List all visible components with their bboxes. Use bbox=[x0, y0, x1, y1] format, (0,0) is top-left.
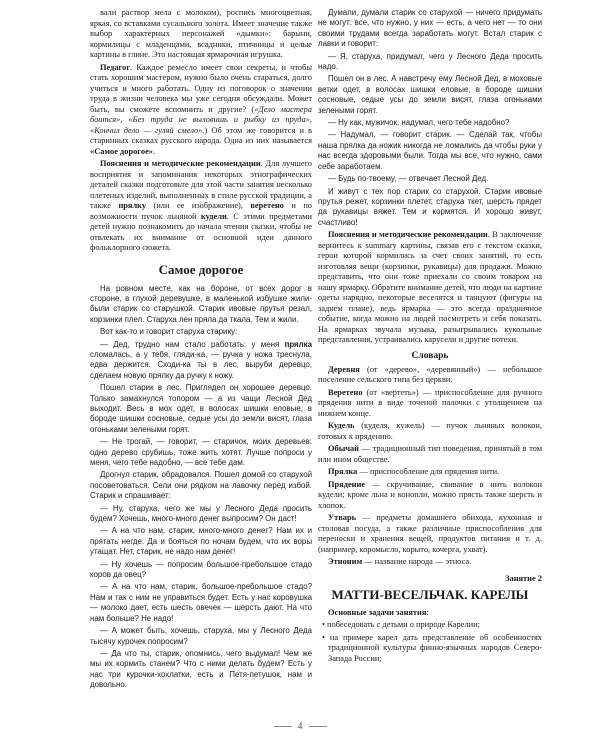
dictionary-definition: — скручивание, свивание в нить волокон кудели; кроме льна и конопли, можно прясть также шерсть и хлопок. bbox=[318, 479, 542, 510]
footer-rule-left bbox=[274, 726, 292, 727]
page-footer bbox=[0, 721, 600, 732]
method-text-d: . С этими предметами детей нужно познакомить до начала чтения сказки, чтобы не отвлекать их внимание от основной идеи данного фольклорного сюжета. bbox=[90, 211, 312, 252]
lesson-title: МАТТИ-ВЕСЕЛЬЧАК. КАРЕЛЫ bbox=[331, 586, 529, 602]
story-paragraph: Думали, думали старик со старухой — ничего придумать не могут: все, что нужно, у них — есть, а чего нет — то они своими трудами всегда заработать могут. Встал старик с лавки и говорит: bbox=[318, 8, 542, 49]
teacher-label: Педагог bbox=[100, 62, 131, 72]
dictionary-entry bbox=[318, 421, 542, 442]
right-column bbox=[318, 8, 542, 666]
story-paragraph: — Ну хочешь — попросим большое-пребольшое стадо коров да овец? bbox=[90, 559, 312, 580]
story-paragraph bbox=[90, 340, 312, 382]
tasks-label: Основные задачи занятия bbox=[328, 607, 427, 617]
paragraph-method-notes-2 bbox=[318, 230, 542, 346]
dictionary-entry bbox=[318, 480, 542, 512]
story-title: Самое дорогое bbox=[158, 261, 244, 277]
paragraph-teacher bbox=[90, 63, 312, 158]
dictionary-term: Прядение bbox=[328, 479, 366, 489]
task-item: • побеседовать с детьми о природе Карелии; bbox=[322, 620, 480, 630]
tasks-colon: : bbox=[426, 607, 429, 617]
method-text-b: (или ее изображение), bbox=[146, 201, 251, 210]
task-item: • на примере карел дать представление об особенностях традиционной культуры финно-язычных народов Северо-Запада России; bbox=[322, 632, 542, 663]
dictionary-definition: (от «дерево», «деревянный») — небольшое поселение сельского типа без церкви. bbox=[318, 364, 542, 385]
method-notes-label: Пояснения и методические рекомендации bbox=[328, 230, 488, 240]
dictionary-entry bbox=[318, 513, 542, 555]
left-column bbox=[90, 8, 312, 693]
dictionary-term: Утварь bbox=[328, 513, 357, 523]
tale-title-ref: «Самое дорогое» bbox=[90, 146, 153, 156]
method-text-a: . Для лучшего восприятия и запоминания некоторых этнографических деталей сказки подготовьте для этой части занятия несколько плетеных изделий, выполненных в стиле русской традиции, а также bbox=[90, 159, 312, 210]
teacher-text-c: . bbox=[152, 146, 156, 156]
story-paragraph: — А на что нам, старик, большое-пребольшое стадо? Нам и так с ним не управиться будет. Есть у нас коровушка — молоко дает, есть шесть овечек — шерсть дают. На что нам больше? Не надо! bbox=[90, 582, 312, 623]
dictionary-term: Этноним bbox=[328, 557, 363, 567]
story-paragraph: — Не трогай, — говорит, — старичок, моих деревьев: одно дерево срубишь, тоже жить хотят. Лучше попроси у меня, чего тебе надобно, — все тебе дам. bbox=[90, 437, 312, 467]
term-kudel: кудели bbox=[200, 211, 227, 221]
proverbs: «Дело мастера боится», «Без труда не выловишь и рыбку из пруда», «Кончил дело — гуляй смело». bbox=[90, 104, 312, 135]
dictionary-title: Словарь bbox=[411, 350, 449, 361]
story-paragraph: И живут с тех пор старик со старухой. Старик ивовые прутья режет, корзинки плетет, старуха ткет, шерсть прядет да рукавицы вяжет. Тем и кормятся. И хорошо живут, счастливо! bbox=[318, 186, 542, 227]
footer-rule-right bbox=[309, 726, 327, 727]
dictionary-entry bbox=[318, 557, 542, 568]
dictionary-definition: — приспособление для прядения нити. bbox=[357, 467, 500, 477]
method-notes-label: Пояснения и методические рекомендации bbox=[100, 159, 261, 168]
dictionary-term: Кудель bbox=[328, 421, 355, 431]
dictionary-definition: (куделя, кужель) — пучок льняных волокон, готовых к прядению. bbox=[318, 421, 542, 441]
story-text: — Дед, трудно нам стало работать: у меня bbox=[100, 339, 285, 349]
dictionary-definition: — традиционный тип поведения, принятый в том или ином обществе. bbox=[318, 444, 542, 464]
dictionary-term: Обычай bbox=[328, 444, 359, 454]
dictionary-definition: — предметы домашнего обихода, кухонная и столовая посуда, а также различные приспособления для переноски и хранения вещей, продуктов питания и т. д. (например, коромысло, корыто, кочерга, ухват). bbox=[318, 513, 542, 554]
dictionary-term: Веретено bbox=[328, 387, 363, 397]
term-vereteno: веретено bbox=[250, 201, 284, 210]
lesson-label: Занятие 2 bbox=[505, 573, 542, 583]
dictionary-term: Деревня bbox=[328, 364, 360, 374]
story-paragraph: На ровном месте, как на бороне, от всех дорог в стороне, в глухой деревушке, в маленькой избушке жили-были старик со старушкой. Старик ивовые прутья резал, корзинки плел. Старуха лен пряла да ткала. Тем и жили. bbox=[90, 283, 312, 324]
dictionary-term: Прялка bbox=[328, 467, 358, 477]
story-paragraph: — Будь по-твоему, — отвечает Лесной Дед. bbox=[328, 174, 489, 184]
teacher-text-a: . Каждое ремесло имеет свои секреты, и чтобы стать хорошим мастером, нужно было очень стараться, долго учиться и много работать. Одну из поговорок о значении труда в жизни человека мы уже сегодня обсуждали. Может быть, вы сможете вспомнить и другие? ( bbox=[90, 62, 312, 114]
teacher-text-b: ) Об этом же говорится и в старинных сказках русского народа. Одна из них называется bbox=[90, 125, 312, 145]
paragraph-method-notes bbox=[90, 159, 312, 254]
dictionary-entry bbox=[318, 467, 542, 478]
paragraph-dymka: вали раствор мела с молоком), роспись многоцветная, яркая, со вставками сусального золота. Имеет значение также выбор характерных персонажей «дымки»: барыни, кормилицы с младенцами, всадники, птичницы и целые картины в глине. Это настоящая ярмарочная игрушка. bbox=[90, 8, 312, 59]
story-paragraph: Дрогнул старик, обрадовался. Пошел домой со старухой посоветоваться. Сели они рядком на лавочку перед избой. Старик и спрашивает: bbox=[90, 470, 312, 501]
story-paragraph: — Я, старуха, придумал, чего у Лесного Деда просить надо. bbox=[318, 51, 542, 72]
story-text: сломалась, а у тебя, гляди-ка, — ручка у ножа треснула, едва держится. Сходи-ка ты в лес, выруби деревцо, сделаем новую прялку да ручку к ножу. bbox=[90, 349, 312, 380]
term-pryalka: прялку bbox=[118, 201, 147, 210]
story-paragraph: Пошел он в лес. А навстречу ему Лесной Дед, в моховые ветки одет, в волосах шишки еловые, в бороде шишки сосновые, седые усы до земли висят, глаза огоньками зелеными горят. bbox=[318, 74, 542, 115]
story-term-pryalka: прялка bbox=[284, 339, 312, 349]
story-paragraph: — А на что нам, старик, много-много денег? Нам их и прятать негде. Да и бояться по ночам будем, что их воры утащат. Нет, старик, не надо нам денег! bbox=[90, 526, 312, 557]
story-paragraph: — Ну как, мужичок, надумал, чего тебе надобно? bbox=[328, 118, 510, 128]
story-paragraph: — Надумал, — говорит старик. — Сделай так, чтобы наша прялка да ножик никогда не ломались да чтобы руки у нас всегда здоровыми были. Тогда мы все, что нужно, сами себе заработаем. bbox=[318, 130, 542, 171]
story-paragraph: — А может быть, хочешь, старуха, мы у Лесного Деда тысячу курочек попросим? bbox=[90, 626, 312, 646]
method-text-c: и по возможности пучок льняной bbox=[90, 201, 312, 221]
dictionary-entry bbox=[318, 444, 542, 465]
dictionary-entry bbox=[318, 365, 542, 386]
tasks-heading bbox=[318, 608, 542, 619]
page-number: 4 bbox=[297, 721, 303, 732]
method-text: . В заключение вернитесь к summary картины, связав его с текстом сказки, герои которой кормились за счет своих занятий, то есть изготовляя вещи (корзинки, рукавицы) для продажи. Можно представить, что они тоже приехали со своим товаром на нашу ярмарку. Обратите внимание детей, что люди на картине одеты нарядно, некоторые веселятся и танцуют (фигуры на заднем плане), ведь ярмарка — это всегда праздничное событие, когда можно на людей посмотреть и себя показать. На ярмарках звучала музыка, разыгрывались кукольные представления, устраивались карусели и другие потехи. bbox=[318, 230, 542, 345]
story-paragraph: Вот как-то и говорит старуха старику: bbox=[100, 327, 238, 337]
dictionary-entry bbox=[318, 388, 542, 420]
story-paragraph: — Ну, старуха, чего же мы у Лесного Деда просить будем? Хочешь, много-много денег выпросим? Он даст! bbox=[90, 503, 312, 524]
story-paragraph: — Да что ты, старик, опомнись, чего выдумал! Чем же мы их кормить станем? Что с ними делать будем? Есть у нас три курочки-хохлатки, есть и Петя-петушок, нам и довольно. bbox=[90, 648, 312, 690]
dictionary-definition: (от «вертеть») — приспособление для ручного прядения нити в виде точеной палочки с утолщением на нижнем конце. bbox=[318, 387, 542, 418]
dictionary-definition: — название народа — этноса. bbox=[362, 557, 472, 567]
story-paragraph: Пошел старик в лес. Приглядел он хорошее деревцо. Только замахнулся топором — а из чащи Лесной Дед выходит. Весь в мох одет, в волосах шишки еловые, в бороде шишки сосновые, седые усы до земли висят, глаза огоньками зелеными горят. bbox=[90, 383, 312, 434]
